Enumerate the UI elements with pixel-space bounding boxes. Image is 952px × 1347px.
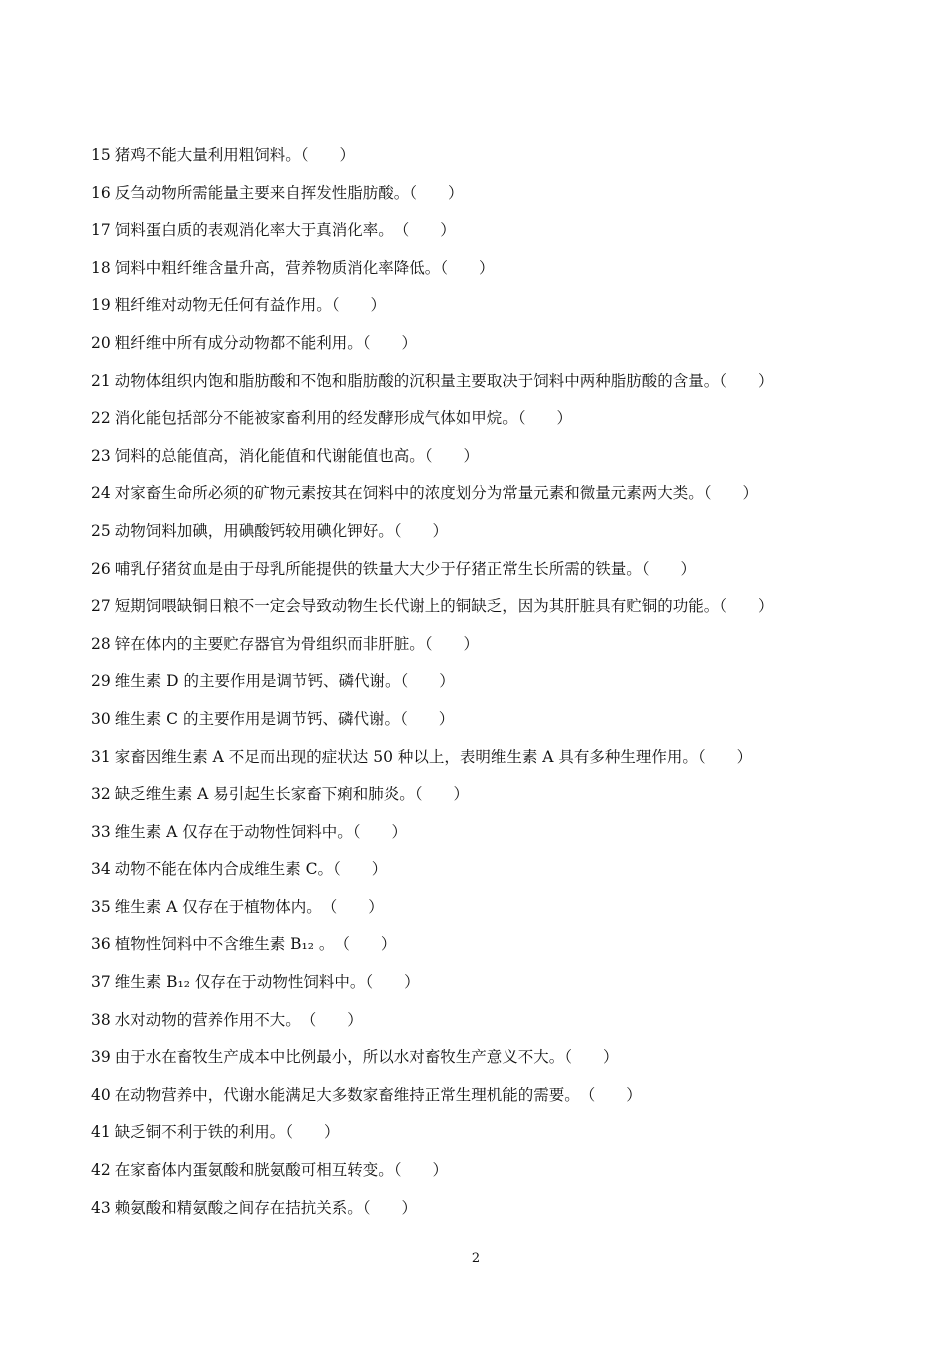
question-item: [91, 517, 871, 555]
question-item: [91, 216, 871, 254]
question-item: [91, 592, 871, 630]
question-item: [91, 705, 871, 743]
question-text: 由于水在畜牧生产成本中比例最小，所以水对畜牧生产意义不大。（ ）: [114, 1048, 619, 1067]
question-number: 18: [91, 258, 111, 277]
question-item: [91, 1118, 871, 1156]
question-item: [91, 479, 871, 517]
question-text: 粗纤维对动物无任何有益作用。（ ）: [114, 296, 386, 315]
question-number: 16: [91, 183, 111, 202]
question-text: 缺乏铜不利于铁的利用。（ ）: [114, 1123, 340, 1142]
question-number: 20: [91, 333, 111, 352]
question-number: 36: [91, 935, 111, 954]
question-item: [91, 404, 871, 442]
question-text: 饲料中粗纤维含量升高，营养物质消化率降低。（ ）: [114, 258, 495, 277]
question-number: 30: [91, 709, 111, 728]
question-item: [91, 667, 871, 705]
question-text: 粗纤维中所有成分动物都不能利用。（ ）: [114, 333, 417, 352]
question-text: 饲料蛋白质的表观消化率大于真消化率。 （ ）: [114, 221, 456, 240]
question-item: [91, 555, 871, 593]
question-number: 33: [91, 822, 111, 841]
question-item: [91, 1156, 871, 1194]
question-number: 26: [91, 559, 111, 578]
question-text: 短期饲喂缺铜日粮不一定会导致动物生长代谢上的铜缺乏，因为其肝脏具有贮铜的功能。（ ）: [114, 597, 774, 616]
question-text: 家畜因维生素 A 不足而出现的症状达 50 种以上，表明维生素 A 具有多种生理作用。（ ）: [114, 747, 753, 766]
page-number: 2: [471, 1251, 481, 1266]
question-number: 28: [91, 634, 111, 653]
question-text: 植物性饲料中不含维生素 B₁₂ 。 （ ）: [114, 935, 397, 954]
question-number: 43: [91, 1198, 111, 1217]
question-number: 19: [91, 296, 111, 315]
question-item: [91, 743, 871, 781]
question-text: 动物不能在体内合成维生素 C。（ ）: [114, 860, 388, 879]
question-text: 维生素 A 仅存在于动物性饲料中。（ ）: [114, 822, 408, 841]
question-item: [91, 291, 871, 329]
question-text: 缺乏维生素 A 易引起生长家畜下痢和肺炎。（ ）: [114, 785, 470, 804]
question-number: 17: [91, 221, 111, 240]
question-list: [91, 141, 871, 1231]
question-item: [91, 968, 871, 1006]
question-text: 在动物营养中，代谢水能满足大多数家畜维持正常生理机能的需要。 （ ）: [114, 1085, 642, 1104]
question-item: [91, 1081, 871, 1119]
question-item: [91, 442, 871, 480]
question-number: 38: [91, 1010, 111, 1029]
question-item: [91, 780, 871, 818]
question-number: 40: [91, 1085, 111, 1104]
question-text: 饲料的总能值高，消化能值和代谢能值也高。（ ）: [114, 446, 479, 465]
question-item: [91, 1043, 871, 1081]
question-number: 42: [91, 1161, 111, 1180]
question-number: 21: [91, 371, 111, 390]
question-number: 41: [91, 1123, 111, 1142]
question-number: 29: [91, 672, 111, 691]
question-text: 猪鸡不能大量利用粗饲料。（ ）: [114, 146, 355, 164]
question-text: 在家畜体内蛋氨酸和胱氨酸可相互转变。（ ）: [114, 1161, 448, 1180]
question-number: 35: [91, 897, 111, 916]
question-item: [91, 630, 871, 668]
question-number: 22: [91, 409, 111, 428]
question-item: [91, 818, 871, 856]
question-item: [91, 254, 871, 292]
question-number: 23: [91, 446, 111, 465]
question-item: [91, 855, 871, 893]
question-text: 锌在体内的主要贮存器官为骨组织而非肝脏。（ ）: [114, 634, 479, 653]
question-text: 水对动物的营养作用不大。 （ ）: [114, 1010, 363, 1029]
question-number: 31: [91, 747, 111, 766]
question-number: 32: [91, 785, 111, 804]
question-text: 动物体组织内饱和脂肪酸和不饱和脂肪酸的沉积量主要取决于饲料中两种脂肪酸的含量。（ ）: [114, 371, 774, 390]
question-item: [91, 930, 871, 968]
question-text: 维生素 B₁₂ 仅存在于动物性饲料中。（ ）: [114, 973, 420, 992]
question-item: [91, 367, 871, 405]
question-item: [91, 893, 871, 931]
question-item: [91, 179, 871, 217]
question-item: [91, 329, 871, 367]
question-text: 维生素 C 的主要作用是调节钙、磷代谢。（ ）: [114, 709, 455, 728]
question-text: 维生素 A 仅存在于植物体内。 （ ）: [114, 897, 384, 916]
question-text: 哺乳仔猪贫血是由于母乳所能提供的铁量大大少于仔猪正常生长所需的铁量。（ ）: [114, 559, 696, 578]
question-number: 25: [91, 521, 111, 540]
question-item: [91, 1194, 871, 1232]
question-number: 37: [91, 973, 111, 992]
question-number: 15: [91, 146, 111, 164]
question-text: 消化能包括部分不能被家畜利用的经发酵形成气体如甲烷。（ ）: [114, 409, 572, 428]
question-text: 维生素 D 的主要作用是调节钙、磷代谢。（ ）: [114, 672, 455, 691]
question-number: 34: [91, 860, 111, 879]
question-text: 赖氨酸和精氨酸之间存在拮抗关系。（ ）: [114, 1198, 417, 1217]
question-number: 39: [91, 1048, 111, 1067]
question-item: [91, 141, 871, 179]
question-text: 对家畜生命所必须的矿物元素按其在饲料中的浓度划分为常量元素和微量元素两大类。（ ）: [114, 484, 758, 503]
question-item: [91, 1006, 871, 1044]
question-number: 27: [91, 597, 111, 616]
question-text: 动物饲料加碘，用碘酸钙较用碘化钾好。（ ）: [114, 521, 448, 540]
question-text: 反刍动物所需能量主要来自挥发性脂肪酸。（ ）: [114, 183, 464, 202]
question-number: 24: [91, 484, 111, 503]
